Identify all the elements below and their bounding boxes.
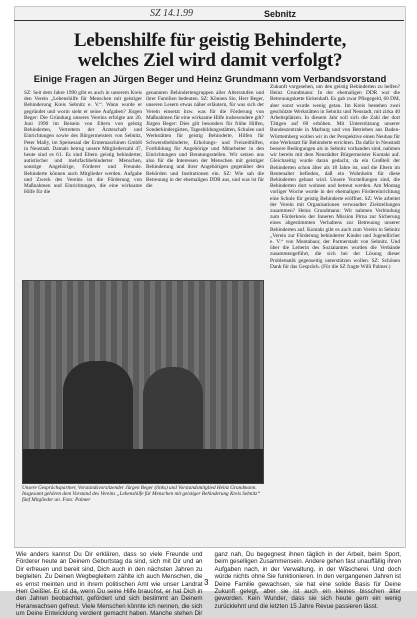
handwritten-date: SZ 14.1.99 (150, 8, 194, 19)
letter-text: Wie anders kannst Du Dir erklären, dass so viele Freunde und Förderer heute an Deinem Geburtstag da sind, sich mit Dir und an Dir erfreuen und bereit sind, Dich auch in den nächsten Jahren zu begleiten. Zu Deinen Wegbegleitern zählte ich auch Menschen, die es ernst meinten und in ihrem politischen Amt wie unser Landrat Herr Geißler. Er ist da, wenn Du seine Hilfe brauchst, er hat Dich in den Jahren beobachtet, gefördert und sich bestimmt an Deinem Heranwachsen gefreut. Viele Menschen könnte ich nennen, die sich um Deine Entwicklung verdient gemacht haben. Manche stehen Dir ganz nah, Du begegnest ihnen täglich in der Arbeit, beim Sport, beim geselligen Zusammensein. Andere gehen fast unauffällig ihren Aufgaben nach, in der Verwaltung, in der Wäscherei. Und doch würde nichts ohne Sie funktionieren. In den vergangenen Jahren ist Deine Familie gewachsen, sie hat eine solide Basis für Deine Zukunft gelegt, aber sie ist auch ein kleines bisschen älter geworden. Kein Wunder, dass sie sich heute gern ein wenig zurücklehnt und die letzten 15 Jahre Revue passieren lässt. (16, 551, 401, 618)
photo-caption: Unsere Gesprächspartner, Vorstandsvorsitzender Jürgen Beger (links) und Vorstandsmitglied Heinz Grundmann. Insgesamt gehören dem Vorstand des Vereins „Lebenshilfe für Menschen mit geistiger Behinderung Kreis Sebnitz“ fünf Mitglieder an. Foto: Palmer (22, 485, 261, 504)
article-column-1: SZ: Seit dem Jahre 1990 gibt es auch in unserem Kreis den Verein „Lebenshilfe für Menschen mit geistiger Behinderung Kreis Sebnitz e. V.“. Wann wurde er gegründet und worin sieht er seine Aufgaben? Jürgen Beger: Die Gründung unseres Vereins erfolgte am 20. Juni 1990 im Beisein von Eltern von geistig Behinderten, Vertretern der Ärzteschaft und Einrichtungen sowie des Bürgermeisters von Sebnitz, Peter Mally, im Speisesaal der Erntemaschinen GmbH in Neustadt. Damals betrug unsere Mitgliederzahl 47, heute sind es 61. Es sind Eltern geistig behinderter, autistischer und mehrfachbehinderter Menschen, sonstige Angehörige, Förderer und Freunde. Behinderte können auch Mitglieder werden. Aufgabe und Zweck des Vereins ist die Förderung von Maßnahmen und Einrichtungen, die eine wirksame Hilfe für die (24, 90, 142, 196)
page-number: 3 (204, 578, 209, 587)
headline-line-2: welches Ziel wird damit verfolgt? (77, 50, 343, 71)
desk (23, 449, 263, 483)
article-column-3: Zukunft vorgesehen, um den geistig Behinderten zu helfen? Heinz Grundmann: In der ehemaligen DDR war die Betreuungskette lückenhaft. Es gab zwar Pflegegeld, 60 DM, aber sonst wurde wenig getan. Im Kreis bestehen zwei geschützte Werkstätten in Sebnitz und Neustadt, mit zirka 40 Arbeitsplätzen. In diesem Jahr soll sich die Zahl der dort Tätigen auf 60 erhöhen. Mit Unterstützung unserer Bundeszentrale in Marburg und von Betrieben aus Baden-Württemberg wollen wir in der Perspektive einen Neubau für eine Werkstatt für Behinderte errichten. Da dafür in Neustadt bessere Bedingungen als in Sebnitz vorhanden sind, nahmen wir bereits mit dem Neustädter Bürgermeister Kontakt auf. Gleichzeitig wurde daran gedacht, da ein Großteil der Behinderten schon älter als 18 Jahre ist, und die Eltern im Rentenalter befinden, daß ein Wohnheim für diese Behinderten gebaut wird. Unsere Vorstellungen sind, die Behinderten dort wohnen und betreut werden. Am Montag vorliger Woche wurde in der ehemaligen Fördereinrichtung eine Schule für geistig Behinderte eröffnet. SZ: Wie arbeitet der Verein mit Organisationen verwandter Zielstellungen zusammen? Heinz Grundmann: Wir nahmen Verbindung zum Förderkreis der Inneren Mission Pirna zur Sicherung eines abgestimmten Verhaltens zur Betreuung unserer Behinderten auf. Kontakt gibt es auch zum Verein in Sebnitz „Verein zur Förderung behinderter Kinder und Jugendlicher e. V.“ von Montabaur, der Partnerstadt von Sebnitz. Und über die Leiterin des Sozialamtes wurden die Verbände zusammengeführt, die sich bei der Lösung dieser Problematik gegenseitig unterstützen wollen. SZ: Schönen Dank für das Gespräch. (Für die SZ fragte Willi Palmer.) (270, 84, 400, 270)
headline-line-1: Lebenshilfe für geistig Behinderte, (73, 30, 347, 51)
divider (14, 547, 404, 548)
section-label: Sebnitz (264, 9, 297, 19)
article-subheadline: Einige Fragen an Jürgen Beger und Heinz Grundmann vom Verbandsvorstand (33, 74, 387, 85)
header-rule (14, 20, 404, 21)
article-column-2: genannten Behindertengruppen aller Altersstufen und ihrer Familien bedeuten. SZ: Können Sie, Herr Beger, unseren Lesern etwas näher erläutern, für was sich der Verein einsetzt bzw. was für die Förderung von Maßnahmen für eine wirksame Hilfe insbesondere gilt? Jürgen Beger: Dies gilt besonders für frühe Hilfen, Sonderkindergärten, Tagesbildungsstätten, Schulen und Werkstätten für geistig Behinderte, Hilfen für Schwerstbehinderte, Erholungs- und Freizeithilfen, Fortbildung für Angehörige und Mitarbeiter in den Einrichtungen und Beratungsstellen. Wir setzen uns also für die Interessen der Menschen mit geistiger Behinderung und ihrer Angehörigen gegenüber den Behörden und Institutionen ein. SZ: Wie sah die Betreuung in der ehemaligen DDR aus, und was ist für die (146, 90, 264, 190)
article-photo (22, 280, 264, 484)
article-headline (20, 31, 400, 71)
